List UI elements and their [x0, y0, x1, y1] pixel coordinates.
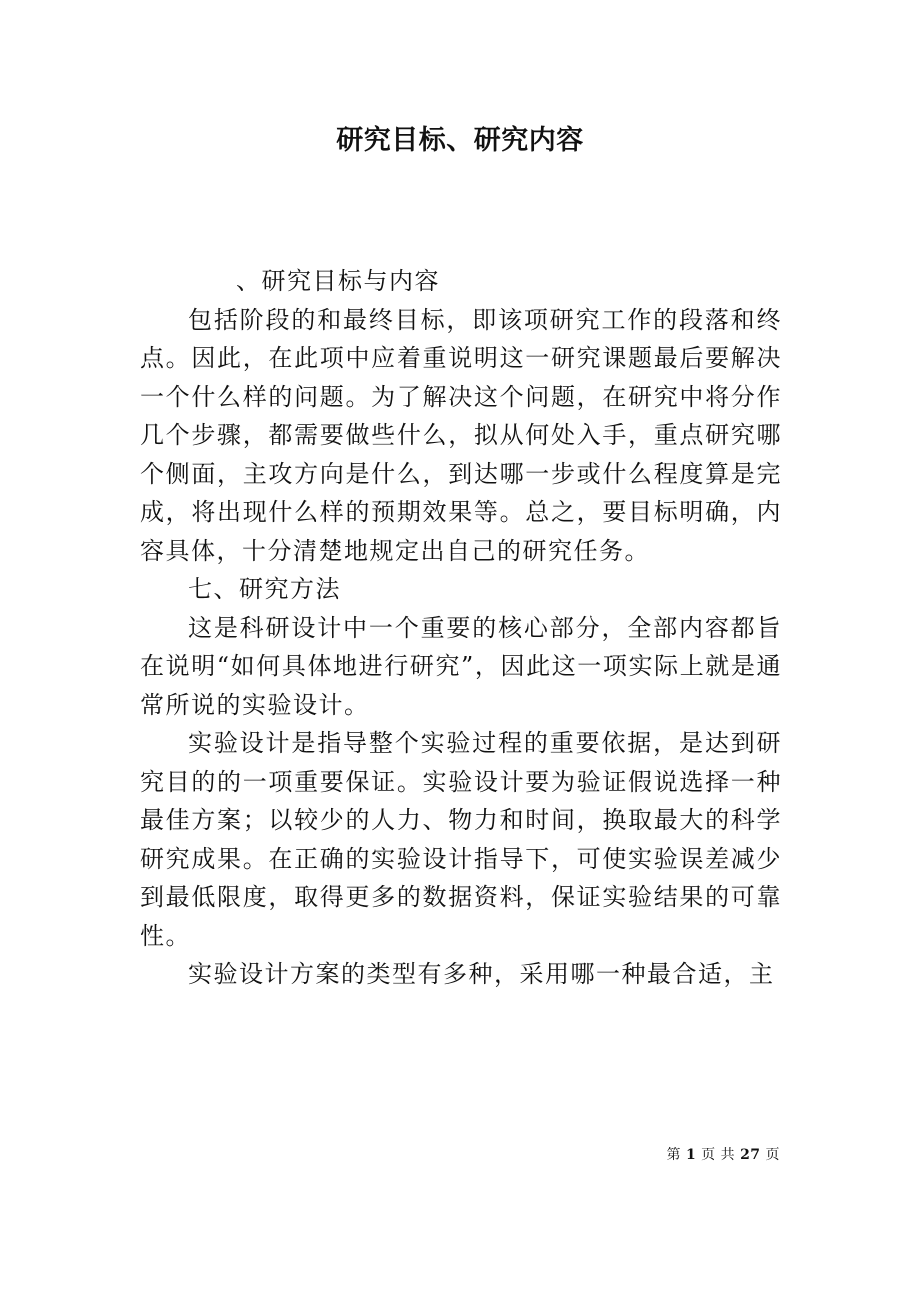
section-heading-methods: 七、研究方法	[188, 575, 341, 603]
footer-prefix: 第	[666, 1147, 681, 1163]
footer-suffix: 页	[765, 1147, 780, 1163]
footer-middle: 页 共	[701, 1147, 736, 1163]
paragraph-experiment-design: 实验设计是指导整个实验过程的重要依据，是达到研究目的的一项重要保证。实验设计要为验证假说选择一种最佳方案；以较少的人力、物力和时间，换取最大的科学研究成果。在正确的实验设计指导下，可使实验误差减少到最低限度，取得更多的数据资料，保证实验结果的可靠性。	[140, 729, 782, 950]
document-title: 研究目标、研究内容	[336, 125, 584, 156]
page-number: 1	[685, 1147, 697, 1163]
paragraph-design-types: 实验设计方案的类型有多种，采用哪一种最合适，主	[188, 960, 775, 988]
paragraph-methods-intro: 这是科研设计中一个重要的核心部分，全部内容都旨在说明“如何具体地进行研究”，因此这一项实际上就是通常所说的实验设计。	[140, 613, 782, 719]
paragraph-goals-description: 包括阶段的和最终目标，即该项研究工作的段落和终点。因此，在此项中应着重说明这一研究课题最后要解决一个什么样的问题。为了解决这个问题，在研究中将分作几个步骤，都需要做些什么，拟从何处入手，重点研究哪个侧面，主攻方向是什么，到达哪一步或什么程度算是完成，将出现什么样的预期效果等。总之，要目标明确，内容具体，十分清楚地规定出自己的研究任务。	[140, 305, 782, 565]
total-pages: 27	[740, 1147, 761, 1163]
section-heading-goals: 、研究目标与内容	[236, 267, 440, 295]
page-footer	[667, 1144, 781, 1164]
document-body	[140, 262, 782, 994]
